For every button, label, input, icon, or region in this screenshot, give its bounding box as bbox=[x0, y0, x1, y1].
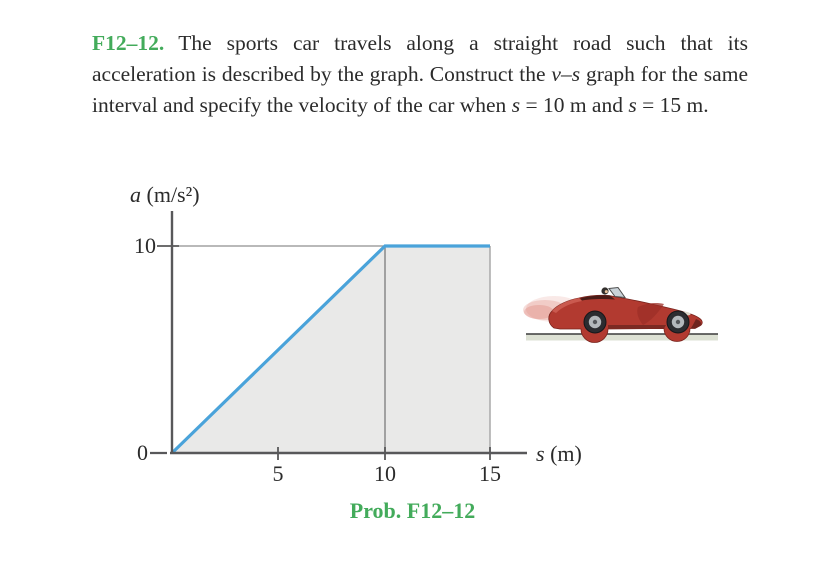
y-axis-variable: a bbox=[130, 182, 141, 207]
problem-text-segment: graph for the same interval and specify the velocity of the car when bbox=[92, 62, 748, 117]
y-tick-label-10: 10 bbox=[134, 233, 156, 258]
problem-number: F12–12. bbox=[92, 31, 165, 55]
sports-car-illustration bbox=[518, 282, 722, 346]
ground-strip bbox=[526, 334, 718, 341]
shaded-area bbox=[172, 246, 490, 453]
x-axis-unit: (m) bbox=[544, 441, 582, 466]
y-axis-label bbox=[130, 182, 200, 208]
figure-caption: Prob. F12–12 bbox=[349, 498, 476, 523]
x-tick-label-5: 5 bbox=[272, 461, 284, 486]
vs-graph-variable: v–s bbox=[551, 62, 581, 86]
problem-text-segment: The sports car travels along a straight road such that its acceleration is described by the graph. Construct the bbox=[92, 31, 748, 86]
x-tick-label-15: 15 bbox=[479, 461, 501, 486]
car-wheel-rear bbox=[584, 311, 606, 333]
car-sill bbox=[608, 325, 666, 329]
s-variable: s bbox=[511, 93, 521, 117]
car-wheel-front bbox=[667, 311, 689, 333]
origin-label: 0 bbox=[137, 440, 148, 465]
y-axis-unit: (m/s²) bbox=[141, 182, 200, 207]
driver-face bbox=[605, 290, 608, 293]
x-axis-label bbox=[536, 441, 582, 467]
x-axis-variable: s bbox=[536, 441, 545, 466]
problem-text-segment: = 15 m. bbox=[636, 93, 709, 117]
s-variable: s bbox=[628, 93, 637, 117]
problem-text-segment: = 10 m and bbox=[520, 93, 629, 117]
x-tick-label-10: 10 bbox=[374, 461, 396, 486]
